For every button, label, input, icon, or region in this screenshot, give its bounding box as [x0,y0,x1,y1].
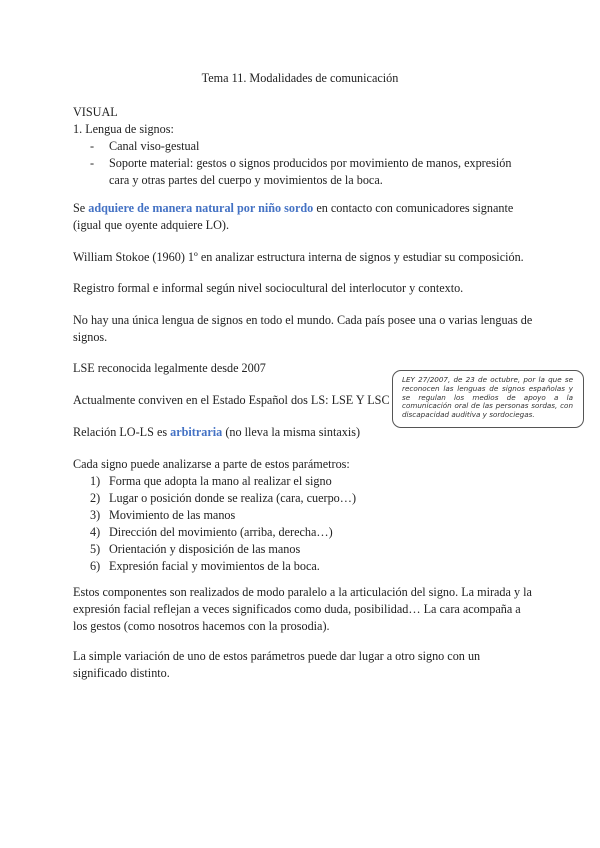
list-number: 6) [90,559,101,573]
list-item [73,155,533,189]
paragraph-registro: Registro formal e informal según nivel sociocultural del interlocutor y contexto. [73,281,464,295]
list-item-text: Canal viso-gestual [109,139,200,153]
paragraph-variacion: La simple variación de uno de estos parámetros puede dar lugar a otro signo con un significado distinto. [73,649,481,680]
subsection-heading: 1. Lengua de signos: [73,122,174,136]
dash-bullet: - [90,139,95,153]
highlighted-text: adquiere de manera natural por niño sordo [88,201,314,215]
paragraph-acquisition [73,200,533,234]
list-item [73,138,533,155]
paragraph-lse: LSE reconocida legalmente desde 2007 [73,361,266,375]
paragraph-unica: No hay una única lengua de signos en todo el mundo. Cada país posee una o varias lenguas de signos. [73,313,533,344]
paragraph-componentes: Estos componentes son realizados de modo paralelo a la articulación del signo. La mirada y la expresión facial reflejan a veces significados como duda, posibilidad… La cara acompaña a los gestos (como nosotros hacemos con la prosodia). [73,585,532,633]
highlighted-text: arbitraria [170,425,223,439]
list-item [73,490,533,507]
text: Relación LO-LS es [73,425,171,439]
paragraph-parametros: Cada signo puede analizarse a parte de estos parámetros: [73,457,350,471]
document-title: Tema 11. Modalidades de comunicación [201,71,399,85]
list-item-text: Forma que adopta la mano al realizar el signo [109,474,332,488]
list-item [73,524,533,541]
list-item-text: Movimiento de las manos [109,508,236,522]
list-item [73,541,533,558]
paragraph-conviven: Actualmente conviven en el Estado Español dos LS: LSE Y LSC [73,393,390,407]
list-item [73,473,533,490]
list-number: 2) [90,491,101,505]
text: (no lleva la misma sintaxis) [222,425,361,439]
list-item-text: Lugar o posición donde se realiza (cara, cuerpo…) [109,491,357,505]
list-item-text: Expresión facial y movimientos de la boca. [109,559,320,573]
parameters-list [73,473,533,575]
text: en contacto con comunicadores signante (igual que oyente adquiere LO). [73,201,514,232]
paragraph-stokoe: William Stokoe (1960) 1º en analizar estructura interna de signos y estudiar su composición. [73,250,524,264]
law-callout-box: LEY 27/2007, de 23 de octubre, por la que se reconocen las lenguas de signos españolas y se regulan los medios de apoyo a la comunicación oral de las personas sordas, con discapacidad auditiva y sordociegas. [392,370,584,428]
list-item [73,558,533,575]
text: Se [73,201,89,215]
dash-bullet: - [90,156,95,170]
list-number: 5) [90,542,101,556]
list-item-text: Soporte material: gestos o signos producidos por movimiento de manos, expresión cara y otras partes del cuerpo y movimientos de la boca. [109,156,512,187]
paragraph-relacion [73,424,533,441]
list-item-text: Orientación y disposición de las manos [109,542,301,556]
features-list [73,138,533,189]
list-item-text: Dirección del movimiento (arriba, derecha…) [109,525,333,539]
list-number: 3) [90,508,101,522]
list-number: 1) [90,474,101,488]
list-number: 4) [90,525,101,539]
list-item [73,507,533,524]
section-heading: VISUAL [73,105,118,119]
